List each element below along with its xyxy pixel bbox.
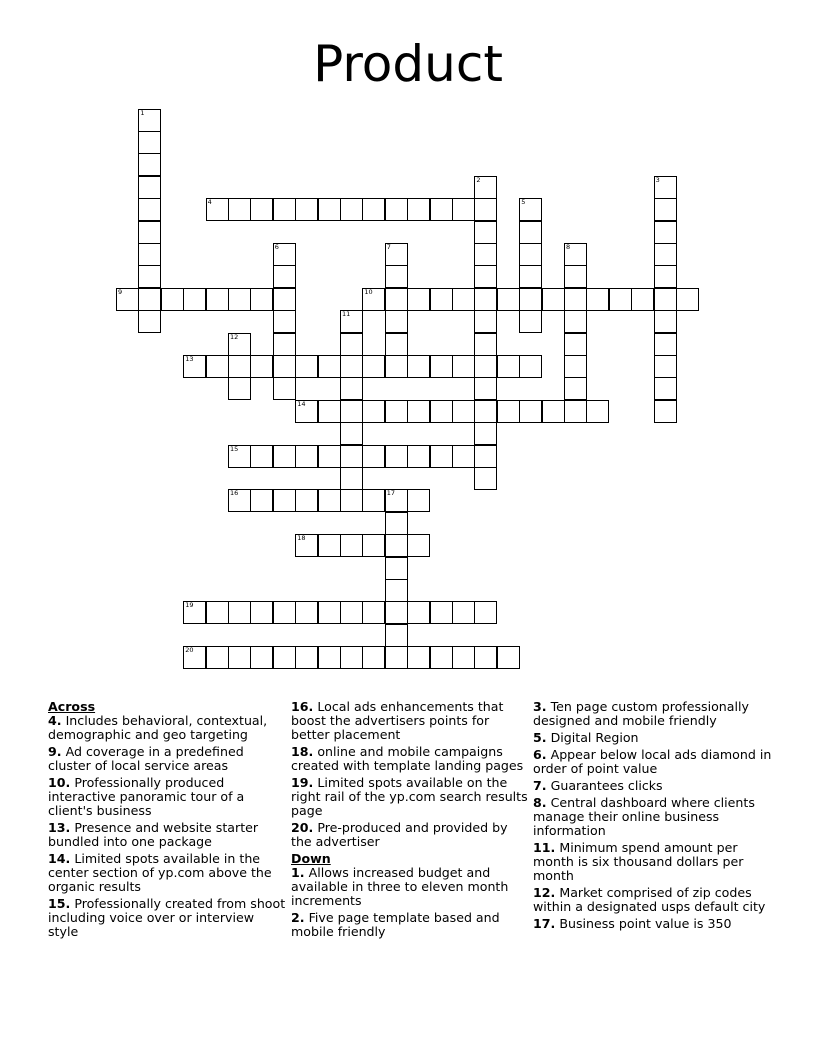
across-clue — [48, 821, 288, 849]
grid-cell[interactable] — [474, 355, 497, 378]
grid-cell[interactable] — [295, 646, 318, 669]
clue-number-label: 13. — [48, 820, 71, 835]
grid-cell[interactable] — [385, 355, 408, 378]
grid-cell[interactable] — [273, 445, 296, 468]
grid-cell[interactable] — [183, 601, 206, 624]
grid-cell[interactable] — [250, 288, 273, 311]
clue-number: 12 — [230, 332, 239, 341]
grid-cell[interactable] — [385, 265, 408, 288]
grid-cell[interactable] — [273, 377, 296, 400]
grid-cell[interactable] — [138, 243, 161, 266]
grid-cell[interactable] — [519, 198, 542, 221]
grid-cell[interactable] — [385, 198, 408, 221]
grid-cell[interactable] — [138, 198, 161, 221]
clue-text: Digital Region — [550, 730, 639, 745]
across-clue — [48, 714, 288, 742]
grid-cell[interactable] — [362, 288, 385, 311]
grid-cell[interactable] — [340, 445, 363, 468]
down-clue — [533, 796, 773, 838]
clue-number: 17 — [386, 489, 396, 498]
grid-cell[interactable] — [340, 377, 363, 400]
grid-cell[interactable] — [362, 534, 385, 557]
grid-cell[interactable] — [138, 131, 161, 154]
grid-cell[interactable] — [362, 646, 385, 669]
grid-cell[interactable] — [407, 400, 430, 423]
grid-cell[interactable] — [340, 601, 363, 624]
down-clue — [291, 911, 531, 939]
grid-cell[interactable] — [542, 400, 565, 423]
grid-cell[interactable] — [385, 489, 408, 512]
grid-cell[interactable] — [295, 198, 318, 221]
clue-number-label: 4. — [48, 713, 62, 728]
grid-cell[interactable] — [430, 288, 453, 311]
across-clue — [291, 745, 531, 773]
grid-cell[interactable] — [564, 355, 587, 378]
grid-cell[interactable] — [474, 646, 497, 669]
grid-cell[interactable] — [228, 489, 251, 512]
grid-cell[interactable] — [273, 243, 296, 266]
grid-cell[interactable] — [183, 355, 206, 378]
grid-cell[interactable] — [385, 333, 408, 356]
grid-cell[interactable] — [362, 489, 385, 512]
grid-cell[interactable] — [654, 198, 677, 221]
grid-cell[interactable] — [474, 221, 497, 244]
grid-cell[interactable] — [385, 624, 408, 647]
grid-cell[interactable] — [609, 288, 632, 311]
grid-cell[interactable] — [407, 489, 430, 512]
down-clue — [533, 700, 773, 728]
grid-cell[interactable] — [407, 534, 430, 557]
grid-cell[interactable] — [519, 310, 542, 333]
grid-cell[interactable] — [295, 355, 318, 378]
clue-number: 16 — [230, 489, 239, 498]
grid-cell[interactable] — [138, 310, 161, 333]
down-clue — [533, 886, 773, 914]
grid-cell[interactable] — [654, 176, 677, 199]
grid-cell[interactable] — [138, 265, 161, 288]
grid-cell[interactable] — [654, 221, 677, 244]
clue-number-label: 15. — [48, 896, 71, 911]
clue-text: Local ads enhancements that boost the advertisers points for better placement — [291, 699, 504, 742]
across-clue — [48, 852, 288, 894]
grid-cell[interactable] — [340, 646, 363, 669]
grid-cell[interactable] — [138, 176, 161, 199]
clue-number: 4 — [207, 198, 212, 207]
grid-cell[interactable] — [273, 310, 296, 333]
grid-cell[interactable] — [385, 310, 408, 333]
grid-cell[interactable] — [318, 355, 341, 378]
grid-cell[interactable] — [318, 198, 341, 221]
across-heading: Across — [48, 699, 96, 714]
grid-cell[interactable] — [340, 333, 363, 356]
grid-cell[interactable] — [497, 400, 520, 423]
grid-cell[interactable] — [138, 288, 161, 311]
grid-cell[interactable] — [318, 445, 341, 468]
clue-text: Limited spots available in the center section of yp.com above the organic results — [48, 851, 272, 894]
clue-number-label: 20. — [291, 820, 314, 835]
grid-cell[interactable] — [452, 601, 475, 624]
down-heading: Down — [291, 851, 331, 866]
grid-cell[interactable] — [474, 445, 497, 468]
grid-cell[interactable] — [564, 400, 587, 423]
clue-text: Allows increased budget and available in three to eleven month increments — [291, 865, 509, 908]
clue-text: Pre-produced and provided by the advertiser — [291, 820, 508, 849]
grid-cell[interactable] — [138, 153, 161, 176]
grid-cell[interactable] — [385, 400, 408, 423]
clue-text: Central dashboard where clients manage their online business information — [533, 795, 755, 838]
grid-cell[interactable] — [318, 489, 341, 512]
grid-cell[interactable] — [631, 288, 654, 311]
grid-cell[interactable] — [273, 333, 296, 356]
grid-cell[interactable] — [474, 601, 497, 624]
grid-cell[interactable] — [318, 400, 341, 423]
grid-cell[interactable] — [318, 534, 341, 557]
grid-cell[interactable] — [250, 355, 273, 378]
grid-cell[interactable] — [340, 534, 363, 557]
grid-cell[interactable] — [273, 265, 296, 288]
grid-cell[interactable] — [676, 288, 699, 311]
grid-cell[interactable] — [474, 176, 497, 199]
grid-cell[interactable] — [385, 579, 408, 602]
grid-cell[interactable] — [542, 288, 565, 311]
clue-text: Market comprised of zip codes within a designated usps default city — [533, 885, 766, 914]
clue-number-label: 11. — [533, 840, 556, 855]
clue-text: Appear below local ads diamond in order of point value — [533, 747, 772, 776]
grid-cell[interactable] — [564, 333, 587, 356]
clue-number-label: 19. — [291, 775, 314, 790]
clue-column-3 — [533, 700, 773, 934]
grid-cell[interactable] — [474, 422, 497, 445]
clue-number: 3 — [655, 175, 660, 184]
clue-number-label: 2. — [291, 910, 305, 925]
grid-cell[interactable] — [564, 377, 587, 400]
grid-cell[interactable] — [273, 489, 296, 512]
grid-cell[interactable] — [385, 601, 408, 624]
grid-cell[interactable] — [430, 198, 453, 221]
grid-cell[interactable] — [340, 489, 363, 512]
grid-cell[interactable] — [385, 288, 408, 311]
across-clue — [291, 776, 531, 818]
grid-cell[interactable] — [138, 109, 161, 132]
grid-cell[interactable] — [138, 221, 161, 244]
clue-number-label: 12. — [533, 885, 556, 900]
grid-cell[interactable] — [228, 445, 251, 468]
grid-cell[interactable] — [362, 601, 385, 624]
grid-cell[interactable] — [295, 445, 318, 468]
grid-cell[interactable] — [340, 422, 363, 445]
grid-cell[interactable] — [452, 445, 475, 468]
grid-cell[interactable] — [362, 400, 385, 423]
clue-number: 8 — [566, 242, 571, 251]
clue-number-label: 8. — [533, 795, 547, 810]
grid-cell[interactable] — [273, 198, 296, 221]
grid-cell[interactable] — [407, 355, 430, 378]
grid-cell[interactable] — [474, 310, 497, 333]
clue-number: 7 — [386, 242, 391, 251]
grid-cell[interactable] — [474, 265, 497, 288]
clue-number: 20 — [185, 646, 194, 655]
clue-number: 1 — [140, 108, 145, 117]
clue-text: Includes behavioral, contextual, demographic and geo targeting — [48, 713, 268, 742]
grid-cell[interactable] — [474, 198, 497, 221]
clue-number-label: 10. — [48, 775, 71, 790]
clue-text: Ten page custom professionally designed and mobile friendly — [533, 699, 749, 728]
grid-cell[interactable] — [654, 355, 677, 378]
grid-cell[interactable] — [228, 377, 251, 400]
grid-cell[interactable] — [273, 646, 296, 669]
grid-cell[interactable] — [206, 355, 229, 378]
clue-column-2 — [291, 700, 531, 942]
grid-cell[interactable] — [228, 288, 251, 311]
grid-cell[interactable] — [474, 400, 497, 423]
grid-cell[interactable] — [183, 288, 206, 311]
grid-cell[interactable] — [564, 288, 587, 311]
grid-cell[interactable] — [318, 601, 341, 624]
grid-cell[interactable] — [519, 400, 542, 423]
grid-cell[interactable] — [385, 646, 408, 669]
clue-text: Limited spots available on the right rail of the yp.com search results page — [291, 775, 528, 818]
grid-cell[interactable] — [228, 646, 251, 669]
grid-cell[interactable] — [586, 288, 609, 311]
grid-cell[interactable] — [295, 601, 318, 624]
grid-cell[interactable] — [452, 198, 475, 221]
grid-cell[interactable] — [318, 646, 341, 669]
grid-cell[interactable] — [295, 489, 318, 512]
across-clue — [291, 821, 531, 849]
grid-cell[interactable] — [430, 400, 453, 423]
grid-cell[interactable] — [340, 310, 363, 333]
clue-number: 10 — [364, 287, 373, 296]
clue-number-label: 3. — [533, 699, 547, 714]
grid-cell[interactable] — [564, 310, 587, 333]
grid-cell[interactable] — [519, 265, 542, 288]
clue-number: 11 — [342, 310, 351, 319]
grid-cell[interactable] — [586, 400, 609, 423]
clue-number-label: 18. — [291, 744, 314, 759]
across-clue — [48, 776, 288, 818]
clue-number-label: 14. — [48, 851, 71, 866]
grid-cell[interactable] — [654, 288, 677, 311]
clue-text: Minimum spend amount per month is six thousand dollars per month — [533, 840, 744, 883]
grid-cell[interactable] — [385, 557, 408, 580]
grid-cell[interactable] — [430, 445, 453, 468]
grid-cell[interactable] — [250, 198, 273, 221]
grid-cell[interactable] — [206, 198, 229, 221]
clue-text: Professionally produced interactive panoramic tour of a client's business — [48, 775, 245, 818]
clue-number-label: 7. — [533, 778, 547, 793]
clue-text: online and mobile campaigns created with template landing pages — [291, 744, 524, 773]
grid-cell[interactable] — [654, 265, 677, 288]
clue-number: 14 — [297, 399, 306, 408]
clue-number-label: 5. — [533, 730, 547, 745]
grid-cell[interactable] — [250, 489, 273, 512]
grid-cell[interactable] — [250, 646, 273, 669]
clue-number: 18 — [297, 534, 306, 543]
grid-cell[interactable] — [519, 288, 542, 311]
grid-cell[interactable] — [430, 355, 453, 378]
clue-text: Five page template based and mobile friendly — [291, 910, 500, 939]
grid-cell[interactable] — [273, 355, 296, 378]
grid-cell[interactable] — [474, 243, 497, 266]
clue-number: 9 — [118, 287, 123, 296]
clue-column-1 — [48, 700, 288, 942]
clue-number: 19 — [185, 601, 194, 610]
page-title: Product — [313, 35, 503, 93]
grid-cell[interactable] — [452, 355, 475, 378]
clue-text: Professionally created from shoot including voice over or interview style — [48, 896, 286, 939]
grid-cell[interactable] — [654, 377, 677, 400]
grid-cell[interactable] — [340, 400, 363, 423]
grid-cell[interactable] — [407, 288, 430, 311]
grid-cell[interactable] — [474, 288, 497, 311]
grid-cell[interactable] — [407, 445, 430, 468]
grid-cell[interactable] — [250, 445, 273, 468]
grid-cell[interactable] — [295, 534, 318, 557]
grid-cell[interactable] — [407, 646, 430, 669]
grid-cell[interactable] — [519, 355, 542, 378]
grid-cell[interactable] — [497, 355, 520, 378]
grid-cell[interactable] — [385, 534, 408, 557]
grid-cell[interactable] — [474, 377, 497, 400]
grid-cell[interactable] — [385, 512, 408, 535]
clue-number: 5 — [521, 198, 526, 207]
clue-number-label: 6. — [533, 747, 547, 762]
grid-cell[interactable] — [564, 243, 587, 266]
grid-cell[interactable] — [497, 288, 520, 311]
grid-cell[interactable] — [340, 198, 363, 221]
grid-cell[interactable] — [228, 198, 251, 221]
grid-cell[interactable] — [340, 467, 363, 490]
grid-cell[interactable] — [654, 400, 677, 423]
grid-cell[interactable] — [407, 601, 430, 624]
grid-cell[interactable] — [654, 243, 677, 266]
grid-cell[interactable] — [385, 445, 408, 468]
clue-number-label: 17. — [533, 916, 556, 931]
clue-number-label: 9. — [48, 744, 62, 759]
clue-text: Business point value is 350 — [559, 916, 732, 931]
grid-cell[interactable] — [206, 646, 229, 669]
grid-cell[interactable] — [273, 601, 296, 624]
down-clue — [291, 866, 531, 908]
grid-cell[interactable] — [497, 646, 520, 669]
grid-cell[interactable] — [206, 601, 229, 624]
grid-cell[interactable] — [206, 288, 229, 311]
grid-cell[interactable] — [161, 288, 184, 311]
clue-text: Presence and website starter bundled into one package — [48, 820, 259, 849]
grid-cell[interactable] — [116, 288, 139, 311]
down-clue — [533, 779, 773, 793]
down-clue — [533, 917, 773, 931]
grid-cell[interactable] — [519, 221, 542, 244]
grid-cell[interactable] — [228, 355, 251, 378]
grid-cell[interactable] — [250, 601, 273, 624]
grid-cell[interactable] — [228, 333, 251, 356]
down-clue — [533, 748, 773, 776]
grid-cell[interactable] — [295, 400, 318, 423]
across-clue — [291, 700, 531, 742]
down-clue — [533, 841, 773, 883]
grid-cell[interactable] — [362, 198, 385, 221]
grid-cell[interactable] — [362, 355, 385, 378]
grid-cell[interactable] — [430, 646, 453, 669]
grid-cell[interactable] — [564, 265, 587, 288]
clue-number: 15 — [230, 444, 239, 453]
grid-cell[interactable] — [228, 601, 251, 624]
clue-number: 2 — [476, 175, 481, 184]
across-clue — [48, 745, 288, 773]
grid-cell[interactable] — [474, 333, 497, 356]
clue-number: 13 — [185, 354, 194, 363]
grid-cell[interactable] — [452, 288, 475, 311]
grid-cell[interactable] — [273, 288, 296, 311]
clue-text: Guarantees clicks — [550, 778, 663, 793]
grid-cell[interactable] — [407, 198, 430, 221]
grid-cell[interactable] — [452, 400, 475, 423]
grid-cell[interactable] — [519, 243, 542, 266]
grid-cell[interactable] — [340, 355, 363, 378]
grid-cell[interactable] — [452, 646, 475, 669]
grid-cell[interactable] — [362, 445, 385, 468]
clue-text: Ad coverage in a predefined cluster of local service areas — [48, 744, 244, 773]
grid-cell[interactable] — [654, 310, 677, 333]
clue-number-label: 1. — [291, 865, 305, 880]
grid-cell[interactable] — [474, 467, 497, 490]
grid-cell[interactable] — [183, 646, 206, 669]
grid-cell[interactable] — [385, 243, 408, 266]
grid-cell[interactable] — [654, 333, 677, 356]
clue-number-label: 16. — [291, 699, 314, 714]
down-clue — [533, 731, 773, 745]
clue-number: 6 — [274, 242, 279, 251]
grid-cell[interactable] — [430, 601, 453, 624]
across-clue — [48, 897, 288, 939]
